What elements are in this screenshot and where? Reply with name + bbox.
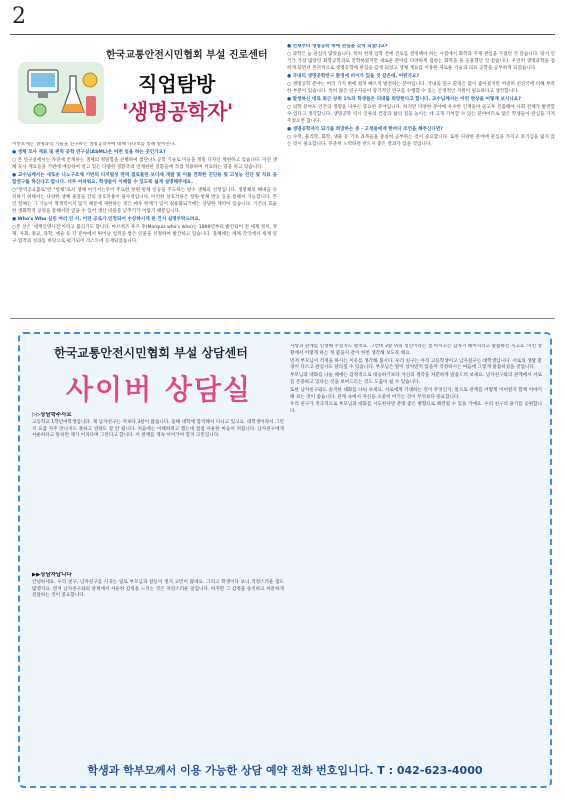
career-center-label: 한국교통안전시민협회 부설 진로센터: [106, 50, 268, 61]
interview-right-column: [287, 44, 555, 316]
interview-answer: ○ 본 연구실에서는 자연에 존재하는 생체의 정밀함을 선별하여 첨단나노공학 기술로 이들을 정밀 디자인 재현하고 있습니다. 자연 생체 모사 재료들을 기반에 매칭하여 알고 있는 다양한 질환측의 연계편한 질환들에 직접 적용하여 치료하는 일을 하고 있습니다.: [12, 158, 277, 171]
interview-answer: ○ 과학은 늘 관심이 많았습니다. 특히 현재 입학 전에 진로를 결정해야 하는 시점에서 화학과 주제 관심을 가졌던 것 같습니다. 당시 인기가 가장 많았던 화학공학과로 진학하였지만 새로운 분야를 다양하게 접하는 화학을 을 응용했던 것 같습니다. 우연히 생명과학을 접하게 되면서 본격적으로 생명공학에 관심을 갖게 되었고 생체 재료를 이용한 새로운 기술과 의료 공학을 공부하게 되었습니다.: [287, 52, 555, 71]
article-subtitle: '생명공학자': [122, 100, 233, 124]
counseling-title: 사이버 상담실: [66, 373, 253, 406]
interview-question: ● Who's Who 실린 여러 인 사, 이런 공로가 인정되어 수상하시게 된 건지 실명부탁드려요.: [12, 217, 201, 222]
article-title: 직업탐방: [138, 72, 216, 96]
answer-paragraph: 우리 친구가 적극적으로 부모님과 대화를 시도한다면 분명 좋은 방향으로 해결될 수 있을 거예요. 우리 친구의 용기를 응원합니다.: [290, 402, 542, 415]
lab-equipment-illustration: [18, 56, 104, 130]
question-text: 고등학교 1학년여학생입니다. 제 남자친구는 저보다 3살이 많습니다. 올해 대학에 합격해서 다니고 있고요. 대학생이라서 그런지 요즘 자주 만나지도 못하고 연락도 잘 안 됩니다. 처음에는 이해하려고 했는데 점점 서운한 마음이 커집니다. 남자친구에게 서운하다고 말하면 제가 어리다며 그런다고 합니다. 이 관계를 계속 이어가야 할지 고민입니다.: [32, 419, 284, 439]
counseling-phone-footer: 학생과 학부모께서 이용 가능한 상담 예약 전화 번호입니다. T : 042-623-4000: [87, 764, 483, 777]
interview-question: ● 발생하신 대로 최근 상위 1%의 학생들은 의대를 희망한다고 합니다. 교수님께서는 이런 현상을 어떻게 보시나요?: [287, 97, 521, 103]
interview-question: ● 국내의 생명공학연구 환경에 비이가 있을 것 같은데, 어떤가요?: [287, 74, 420, 79]
interview-left-column: [12, 142, 277, 310]
answer-text: 안녕하세요. 우리 친구, 남자친구를 사귀는 일로 부모님과 갈등이 생겨 고민이 많네요. 그리고 학생이다 보니 걱정스러운 점도 많겠지요. 먼저 남자친구와의 관계에서 서운한 감정을 느끼는 것은 자연스러운 일입니다. 하지만 그 감정을 솔직하고 차분하게 전달하는 것이 중요합니다.: [32, 579, 284, 599]
interview-answer: ○ 의학 분야도 인간의 생명을 다루는 중요한 분야입니다. 하지만 다양한 분야에 우수한 인재들이 골고루 진출해야 사회 전체가 발전할 수 있다고 생각합니다. 생명공학 역시 인류의 건강과 삶의 질을 높이는 데 크게 기여할 수 있는 분야이므로 많은 학생들이 관심을 가져주었으면 합니다.: [287, 105, 555, 124]
answer-paragraph: 먼저 부모님이 걱정을 하시는 이유를 생각해 봅시다. 우리 친구는 아직 고등학생이고 남자친구는 대학생입니다. 서로의 생활 환경이 다르고 관심사도 달라질 수 있습니다. 부모님은 딸이 상처받지 않을까 걱정하시는 마음에 그렇게 말씀하셨을 것입니다.: [290, 358, 542, 371]
interview-question: ● 교수님께서는 새로운 나노구조체 기반의 디지털성 면역 결로물린 보다세 개발 및 이를 전화한 진단용 및 고성능 진단 및 치료 융합연구를 하신다고 합니다. 너무 어려워요. 학생들이 이해할 수 있도록 쉽게 설명해주세요.: [12, 173, 277, 186]
answer-heading: ▶▶상담자답니다: [32, 572, 72, 578]
counsel-answer-continued: [290, 344, 542, 742]
top-divider: [10, 34, 555, 35]
counseling-center-label: 한국교통안전시민협회 부설 상담센터: [54, 346, 248, 360]
cyber-counseling-box: [18, 332, 552, 788]
answer-paragraph: 사랑과 관계를 인정해 주셨지도 펼치요. 그런데 3살 위의 성인이라는 점 아시고는 감자기 헤어지라고 말씀하신 지고요. 이런 상황에서 어떻게 하는 게 좋을지 같이 한번 생각해 보도록 해요.: [290, 344, 542, 356]
counsel-question-section: [32, 412, 284, 566]
intro-paragraph: 이번호에는 생명과학 기술을 연구하는 생명공학자에 대해 나타보를 통해 알아본다.: [12, 142, 177, 147]
answer-paragraph: 또한 남자친구와도 솔직한 대화를 나눠 보세요. 서로에게 기대하는 것이 무엇인지, 앞으로 관계를 어떻게 이어갈지 함께 이야기해 보는 것이 좋습니다. 관계 속에서 자신을 소중히 여기는 것이 무엇보다 중요합니다.: [290, 387, 542, 400]
section-divider: [10, 318, 555, 319]
interview-question: ● 생명공학자가 되기를 희망하는 중 · 고생들에게 한마디 조언을 해주신다면?: [287, 127, 443, 133]
page-number: 2: [12, 4, 26, 29]
article-header: [18, 44, 276, 136]
interview-answer: ○"면역공요불로"란 "항체"로서 생체 여기서는주어 주요한 항원-항체 인승을 주도하는 항수 생체의 선정입니다. 생명체의 해내을 유치하기 위해서는 다양한 생체 물질들 간의 상호작용이 필수적입니다. 이러한 상호작용은 항원-항체 반응 등을 통해서 가능합니다. 본인 항체는 그 기능이 재생적이지 않기 때문에 재현하는 것은 매우 한계가 있어 실용화되기에는 상당한 제약이 있습니다. 기존의 효율한 생화학적 공정을 통해서만 얻을 수 있어 생산 비용을 낮추기가 어렵기 때문입니다.: [12, 188, 277, 214]
interview-answer: ○본 상은 '세계인명사전'이라고 불리기도 합니다. 마르퀴즈 후즈 후(Marquis who's who)는 1899년부터 발간되어 전 세계 정치, 경제, 사회, 종교, 과학, 예술 등 각 분야에서 뛰어난 업적을 쌓은 인물을 선정하여 발간하고 있습니다. 올해에는 세계 각국에서 세계 연구 업적과 성과를 바탕으로 평가되어 리스트에 등재되었습니다.: [12, 225, 277, 244]
answer-paragraph: 부모님과 대화를 나눌 때에는 감정적으로 대응하기보다 자신의 생각을 차분하게 말씀드려 보세요. 남자친구와의 관계에서 서로를 존중하고 있다는 것을 보여드리는 것도 도움이 될 수 있습니다.: [290, 373, 542, 385]
interview-question: ● 연재부터 생명공학 쪽에 관심을 갖게 되셨나요?: [287, 44, 388, 49]
interview-answer: ○ 생명공학 분야는 여러 가지 변에 걸쳐 빠르게 발전하는 분야입니다. 국내의 연구 환경은 많이 좋아졌지만 여전히 선진국에 비해 부족한 부분이 있습니다. 특히 젊은 연구자들이 장기적인 연구를 수행할 수 있는 안정적인 지원이 필요하다고 생각합니다.: [287, 82, 555, 94]
interview-answer: ○ 수학, 물리학, 화학, 생물 등 기초 과목들을 충실히 공부하는 것이 중요합니다. 또한 다양한 분야에 관심을 가지고 호기심을 잃지 않는 것이 필요합니다. 꾸준히 노력하면 반드시 좋은 결과가 있을 것입니다.: [287, 135, 555, 148]
counsel-answer-section: [32, 572, 284, 742]
question-heading: ▷▷상담학주사요: [32, 412, 72, 418]
interview-question: ● 생체 모사 재료 및 편역 공학 연구실(ASML)은 어떤 일을 하는 곳인가요?: [12, 150, 166, 156]
